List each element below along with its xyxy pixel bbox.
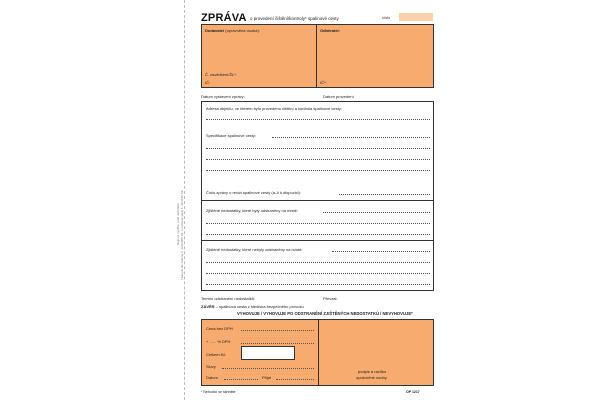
fixed-defects-line-2[interactable] [206,223,430,224]
footnote: * Nehodící se škrtněte [201,390,236,394]
vat-suffix: % DPH [217,339,231,344]
vat-amount-line[interactable] [241,343,314,344]
unfixed-defects-line-3[interactable] [206,273,430,274]
form-title: ZPRÁVA [201,12,247,24]
deadline-label: Termín odstranění nedostatků: [201,296,256,301]
unfixed-defects-line-1[interactable] [332,251,430,252]
address-label: Adresa objektu, ve kterém bylo provedeno čištění a kontrola spalinové cesty: [206,106,342,111]
date-label: Datum [206,375,218,380]
specification-line-4[interactable] [206,170,430,171]
report-number-label: Číslo zprávy o revizi spalinové cesty (a–li k dispozici): [206,190,301,195]
received-by-label: Převzal: [323,296,338,301]
section-divider-2 [202,240,433,241]
number-field[interactable] [399,13,433,21]
conclusion-line [201,304,304,309]
sidebar-text-2: Tiskopis dle zákona č. 133/1985 Sb. a nařízení vlády č. 91/2010 Sb. [180,189,184,280]
specification-line-1[interactable] [272,137,430,138]
conclusion-label: ZÁVĚR [201,304,215,309]
unfixed-defects-label: Zjištěné nedostatky, které nebyly odstraněny na místě: [206,247,303,252]
accepted-label: Přijal [262,375,271,380]
supplier-label-bold: Dodavatel [205,28,225,33]
date-line[interactable] [224,379,258,380]
accepted-line[interactable] [276,379,314,380]
vat-prefix: + ...... [206,339,217,344]
specification-line-3[interactable] [206,159,430,160]
supplier-customer-box [201,24,434,88]
supplier-customer-divider [316,25,317,87]
section-divider-1 [202,200,433,201]
product-code: OP 1217 [406,390,420,394]
in-words-line[interactable] [222,368,314,369]
fixed-defects-line-1[interactable] [323,212,430,213]
in-words-label: Slovy [206,364,216,369]
fixed-defects-label: Zjištěné nedostatky, které byly odstraněny na místě: [206,208,298,213]
vat-line [206,339,230,344]
number-label: číslo [382,15,391,20]
signature-label-2: oprávněné osoby [356,375,387,380]
supplier-note: (oprávněná osoba): [225,28,260,33]
perforation-line [184,0,185,400]
supplier-label [205,28,260,33]
price-without-vat-line[interactable] [241,330,314,331]
customer-ic-label: IČ*: [320,80,327,85]
customer-label: Odběratel: [320,28,341,33]
conclusion-options[interactable]: VYHOVUJE / VYHOVUJE PO ODSTRANĚNÍ ZJIŠTĚNÝCH NEDOSTATKŮ / NEVYHOVUJE* [237,311,413,316]
service-date-label: Datum provedení [323,94,354,99]
issue-date-label: Datum vystavení zprávy: [201,94,245,99]
form-subtitle: o provedení čištění/kontroly* spalinové cesty [250,16,339,21]
total-amount-field[interactable] [241,346,295,360]
price-without-vat-label: Cena bez DPH [206,326,233,331]
sidebar-text-1: Nejprve vyplňte, poté odtrhněte [176,203,180,245]
total-label: Celkem Kč [206,352,226,357]
report-number-line[interactable] [339,194,430,195]
supplier-ic-label: IČ: [205,80,211,85]
specification-line-2[interactable] [206,148,430,149]
unfixed-defects-line-2[interactable] [206,262,430,263]
certificate-number-label: Č. osvědčení/ŽL*: [205,72,237,77]
address-line-1[interactable] [206,119,430,120]
specification-label: Specifikace spalinové cesty: [206,133,257,138]
unfixed-defects-line-4[interactable] [206,284,430,285]
conclusion-text: – spalinová cesta z hlediska bezpečného provozu [215,304,304,309]
payment-box-divider [318,320,319,385]
signature-label-1: podpis a razítko [358,369,387,374]
fixed-defects-line-3[interactable] [206,234,430,235]
